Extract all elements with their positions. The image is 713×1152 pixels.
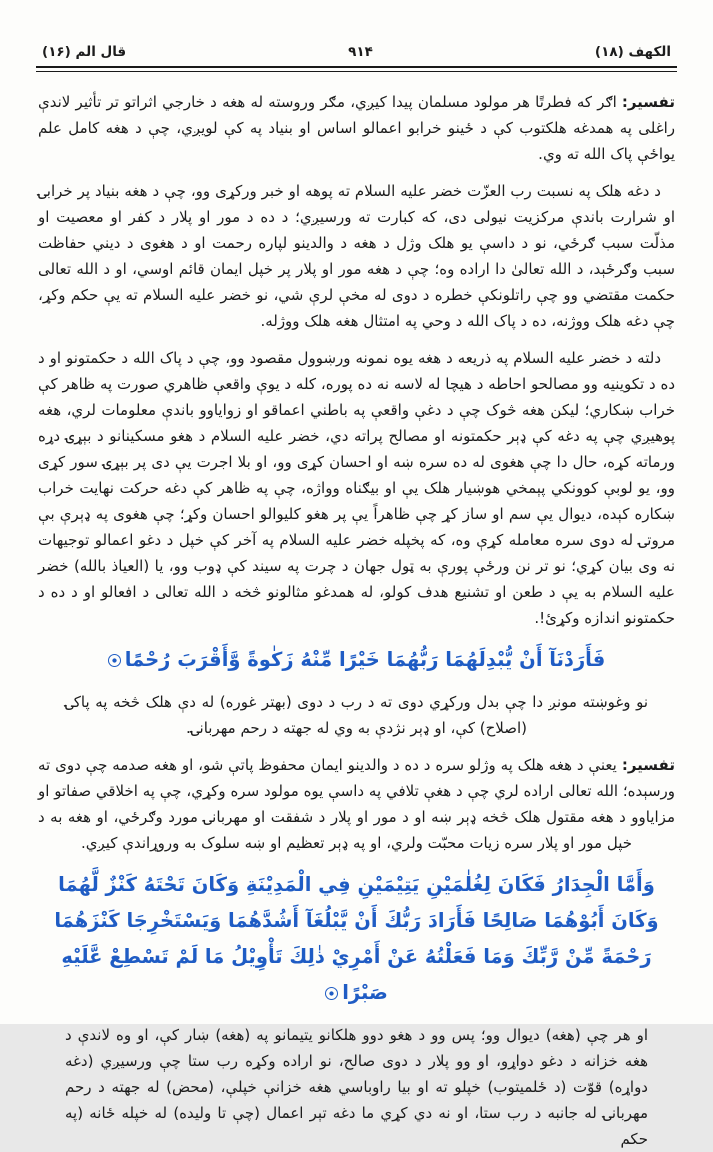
tafsir-paragraph-1-text: اګر که فطرتًا هر مولود مسلمان پيدا کيږي، مګر وروسته له هغه د خارجي اثراتو تر تأثير لاندې راغلی په همدغه هلکتوب کې د ځينو خرابو اعمالو اساس او بنياد په کې لويږي، چې د هغه کامل علم يواځې پاک الله ته وي. [38,93,675,163]
tafsir-paragraph-2-text: يعنې د هغه هلک په وژلو سره د ده د والدينو ايمان محفوظ پاتې شو، او هغه صدمه چې دوی ته ورسېده؛ الله تعالی اراده لري چې د هغې تلافي په داسې يوه مولود سره وکړي، چې په اخلاقي صفاتو او مزاياوو د هغه مقتول هلک څخه ډېر ښه او د مور او پلار د شفقت او مهربانۍ مورد وګرځي، او هغه به د خپل مور او پلار سره زيات محبّت ولري، او په ډېر تعظيم او ښه سلوک به وروړاندې کيږي. [38,756,675,852]
quran-verse-2-text: وَأَمَّا الْجِدَارُ فَكَانَ لِغُلٰمَيْنِ يَتِيْمَيْنِ فِي الْمَدِيْنَةِ وَكَانَ تَحْتَهُ كَنْزٌ لَّهُمَا وَكَانَ أَبُوْهُمَا صَالِحًا فَأَرَادَ رَبُّكَ أَنْ يَّبْلُغَآ أَشُدَّهُمَا وَيَسْتَخْرِجَا كَنْزَهُمَا رَحْمَةً مِّنْ رَّبِّكَ وَمَا فَعَلْتُهُ عَنْ أَمْرِيْ ذٰلِكَ تَأْوِيْلُ مَا لَمْ تَسْطِعْ عَّلَيْهِ صَبْرًا [54,873,659,1004]
body-paragraph-3 [38,345,675,631]
quran-verse-2 [38,867,675,1011]
page-header [0,0,713,66]
header-juz-label: قال الم (١۶) [42,44,127,60]
header-page-number: ٩١۴ [348,44,373,60]
verse-2-translation [38,1022,675,1152]
tafsir-paragraph-2 [38,752,675,856]
verse-1-translation [38,689,675,741]
quran-verse-1 [38,642,675,678]
page-body [0,72,713,1152]
body-paragraph-3-text: دلته د خضر عليه السلام په ذريعه د هغه يوه نمونه ورښوول مقصود وو، چې د پاک الله د حکمتونو او د ده د تکوينيه وو مصالحو احاطه د هيچا له لاسه نه ده پوره، کله د يوې واقعې ظاهري صورت په ظاهر کې خراب ښکاري؛ ليکن هغه څوک چې د دغې واقعې په باطني اعماقو او زواياوو باندې معلومات لري، هغه پوهيږي چې په دغه کې ډېر حکمتونه او مصالح پراته دي، خضر عليه السلام د هغو مسکينانو د بېړۍ دړه ورماته کړه، حال دا چې هغوی له ده سره ښه او احسان کړی وو، او بلا اجرت يې دی پر بېړۍ سور کړی وو، يو لوبې کوونکي پېمخي هوښيار هلک يې او بيګناه وواژه، چې په ظاهر کې دغه حرکت نهايت خراب ښکاره کېده، ديوال يې سم او ساز کړ چې ظاهراً يې پر هغو کليوالو احسان وکړ؛ چې هغوی په ډېرې بې مروتۍ له دوی سره معامله کړې وه، که پخپله خضر عليه السلام په آخر کې خپل د دغو اعمالو توجيهات نه وی بيان کړي؛ نو تر نن ورځې پورې به ټول جهان د چرت په سيند کې ډوب وو، يا (العياذ بالله) خضر عليه السلام به يې د طعن او تشنيع هدف کولو، له همدغو مثالونو څخه د الله تعالی د افعالو او د ده د حکمتونو اندازه وکړئ!. [38,349,675,627]
verse-2-translation-text: او هر چې (هغه) ديوال وو؛ پس وو د هغو دوو هلکانو يتيمانو په (هغه) ښار کې، او وه لاندې د هغه خزانه د دغو دواړو، او وو پلار د دوی صالح، نو اراده وکړه رب ستا چې ورسيږي (دغه دواړه) قوّت (د ځلميتوب) خپلو ته او بيا راوباسي هغه خزانې خپلې، (محض) له جهته د رحم مهربانۍ له جانبه د رب ستا، او نه دي کړي ما دغه تېر اعمال (چې تا وليده) له خپله ځانه (په حکم [65,1026,648,1148]
tafsir-paragraph-1 [38,89,675,167]
verse-1-translation-text: نو وغوښته مونږ دا چې بدل ورکړي دوی ته د رب د دوی (بهتر غوره) له دې هلک څخه په پاکۍ (اصلاح) کې، او ډېر نژدې به وي له جهته د رحم مهربانۍ. [65,693,648,737]
tafsir-label: تفسير: [621,93,675,111]
tafsir-label: تفسير: [621,756,675,774]
body-paragraph-2-text: د دغه هلک په نسبت رب العزّت خضر عليه السلام ته پوهه او خبر ورکړی وو، چې د هغه بنياد پر خرابۍ او شرارت باندې مرکزيت نيولی دی، که کبارت ته ورسيږي؛ د ده د مور او پلار د کفر او معصيت او مذلّت سبب ګرځي، نو د داسې يو هلک وژل د هغه د والدينو لپاره رحمت او د هغوی د ديني حفاظت سبب وګرځېد، د الله تعالیٰ دا اراده وه؛ چې د هغه مور او پلار پر خپل ايمان قائم اوسي، او د الله تعالی حکمت مقتضي وو چې راتلونکې خطره د دوی له مخې لرې شي، نو خضر عليه السلام ته يې حکم وکړ، چې دغه هلک ووژنه، ده د پاک الله د وحي په امتثال هغه هلک ووژله. [38,182,675,330]
ayah-end-icon [108,654,121,667]
header-surah-label: الكهف (١٨) [594,44,671,60]
body-paragraph-2 [38,178,675,334]
quran-verse-1-text: فَأَرَدْنَآ أَنْ يُّبْدِلَهُمَا رَبُّهُمَا خَيْرًا مِّنْهُ زَكٰوةً وَّأَقْرَبَ رُحْمًا [124,648,606,671]
ayah-end-icon [325,987,338,1000]
